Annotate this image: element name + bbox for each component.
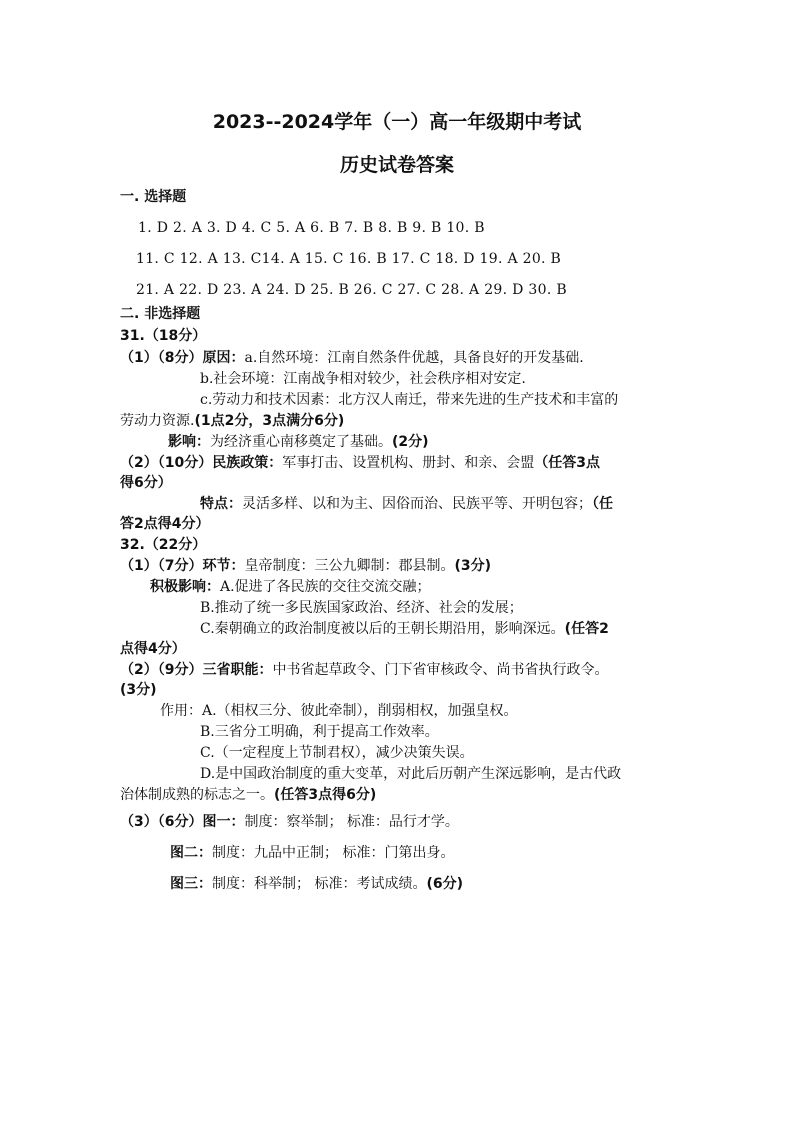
answer-row-3: 21. A 22. D 23. A 24. D 25. B 26. C 27. C 28. A 29. D 30. B [136, 282, 567, 298]
q32-fig3-text: 制度：科举制； 标准：考试成绩。 [212, 876, 427, 892]
q32-fig2-text: 制度：九品中正制； 标准：门第出身。 [212, 845, 455, 861]
answer-row-2: 11. C 12. A 13. C14. A 15. C 16. B 17. C 18. D 19. A 20. B [136, 251, 562, 267]
page-subtitle: 历史试卷答案 [339, 154, 454, 176]
q32-part2-score: (3分) [120, 682, 157, 698]
q32-positive-a: A.促进了各民族的交往交流交融； [220, 579, 431, 595]
q32-positive-c-line [200, 619, 609, 639]
q32-use-b: B.三省分工明确，利于提高工作效率。 [200, 724, 439, 740]
q32-use-a: A.（相权三分、彼此牵制），削弱相权，加强皇权。 [202, 703, 518, 719]
section-open-heading: 二. 非选择题 [120, 306, 201, 322]
q31-feature-line [200, 494, 613, 514]
q32-fig2-label: 图二： [170, 845, 212, 861]
q32-use-score: (任答3点得6分) [274, 787, 377, 803]
q31-reason-c2: 劳动力资源. [120, 413, 195, 429]
q31-impact-line [168, 432, 429, 452]
page-title: 2023--2024学年（一）高一年级期中考试 [212, 111, 582, 133]
q32-part1-tag: （1）（7分）环节： [120, 558, 245, 574]
q31-part1-line [120, 348, 584, 368]
q32-part1-line [120, 556, 491, 576]
q31-impact-score: (2分) [392, 434, 429, 450]
section-choice-heading: 一. 选择题 [120, 189, 187, 205]
q31-impact-label: 影响： [168, 434, 210, 450]
q31-feature-label: 特点： [200, 496, 242, 512]
q31-reason-a: a.自然环境：江南自然条件优越，具备良好的开发基础. [244, 350, 584, 366]
q32-use-line [160, 701, 518, 721]
q31-part2-line [120, 453, 600, 473]
q31-feature-score-b: 答2点得4分） [120, 516, 210, 532]
q32-positive-score-a: (任答2 [564, 621, 609, 637]
q32-part3-tag: （3）（6分）图一： [120, 814, 245, 830]
q32-use-d-cont [120, 785, 376, 805]
q32-part3-line [120, 812, 459, 832]
q31-part1-tag: （1）（8分）原因： [120, 350, 245, 366]
q32-use-d2: 治体制成熟的标志之一。 [120, 787, 274, 803]
q32-use-c: C.（一定程度上节制君权），减少决策失误。 [200, 745, 474, 761]
q31-part2-text: 军事打击、设置机构、册封、和亲、会盟 [282, 455, 535, 471]
q31-number: 31.（18分） [120, 328, 207, 344]
q31-reason-c-cont [120, 411, 344, 431]
q31-impact-text: 为经济重心南移奠定了基础。 [210, 434, 392, 450]
q32-positive-c: C.秦朝确立的政治制度被以后的王朝长期沿用，影响深远。 [200, 621, 565, 637]
q31-part2-score-b: 得6分） [120, 475, 172, 491]
q32-fig3-score: (6分) [426, 876, 463, 892]
q31-part2-tag: （2）（10分）民族政策： [120, 455, 283, 471]
q32-positive-line [150, 577, 431, 597]
q31-feature-score-a: （任 [592, 496, 613, 512]
q31-part1-score: (1点2分，3点满分6分) [194, 413, 345, 429]
q32-fig3-label: 图三： [170, 876, 212, 892]
q31-reason-b: b.社会环境：江南战争相对较少，社会秩序相对安定. [200, 371, 526, 387]
q32-positive-score-b: 点得4分） [120, 641, 186, 657]
q32-part2-text: 中书省起草政令、门下省审核政令、尚书省执行政令。 [272, 662, 609, 678]
q32-positive-label: 积极影响： [150, 579, 220, 595]
q32-number: 32.（22分） [120, 537, 207, 553]
q32-part2-tag: （2）（9分）三省职能： [120, 662, 273, 678]
q31-reason-c: c.劳动力和技术因素：北方汉人南迁，带来先进的生产技术和丰富的 [200, 392, 619, 408]
q32-part1-text: 皇帝制度：三公九卿制：郡县制。 [244, 558, 455, 574]
q32-positive-b: B.推动了统一多民族国家政治、经济、社会的发展； [200, 600, 523, 616]
q32-fig2-line [170, 843, 454, 863]
q31-part2-score-a: （任答3点 [534, 455, 600, 471]
q32-use-label: 作用： [160, 703, 202, 719]
answer-row-1: 1. D 2. A 3. D 4. C 5. A 6. B 7. B 8. B 9. B 10. B [138, 220, 485, 236]
q32-part1-score: (3分) [454, 558, 492, 574]
q31-feature-text: 灵活多样、以和为主、因俗而治、民族平等、开明包容； [242, 496, 592, 512]
q32-fig1-text: 制度：察举制； 标准：品行才学。 [244, 814, 459, 830]
q32-fig3-line [170, 874, 463, 894]
q32-use-d: D.是中国政治制度的重大变革，对此后历朝产生深远影响，是古代政 [200, 766, 622, 782]
q32-part2-line [120, 660, 608, 680]
